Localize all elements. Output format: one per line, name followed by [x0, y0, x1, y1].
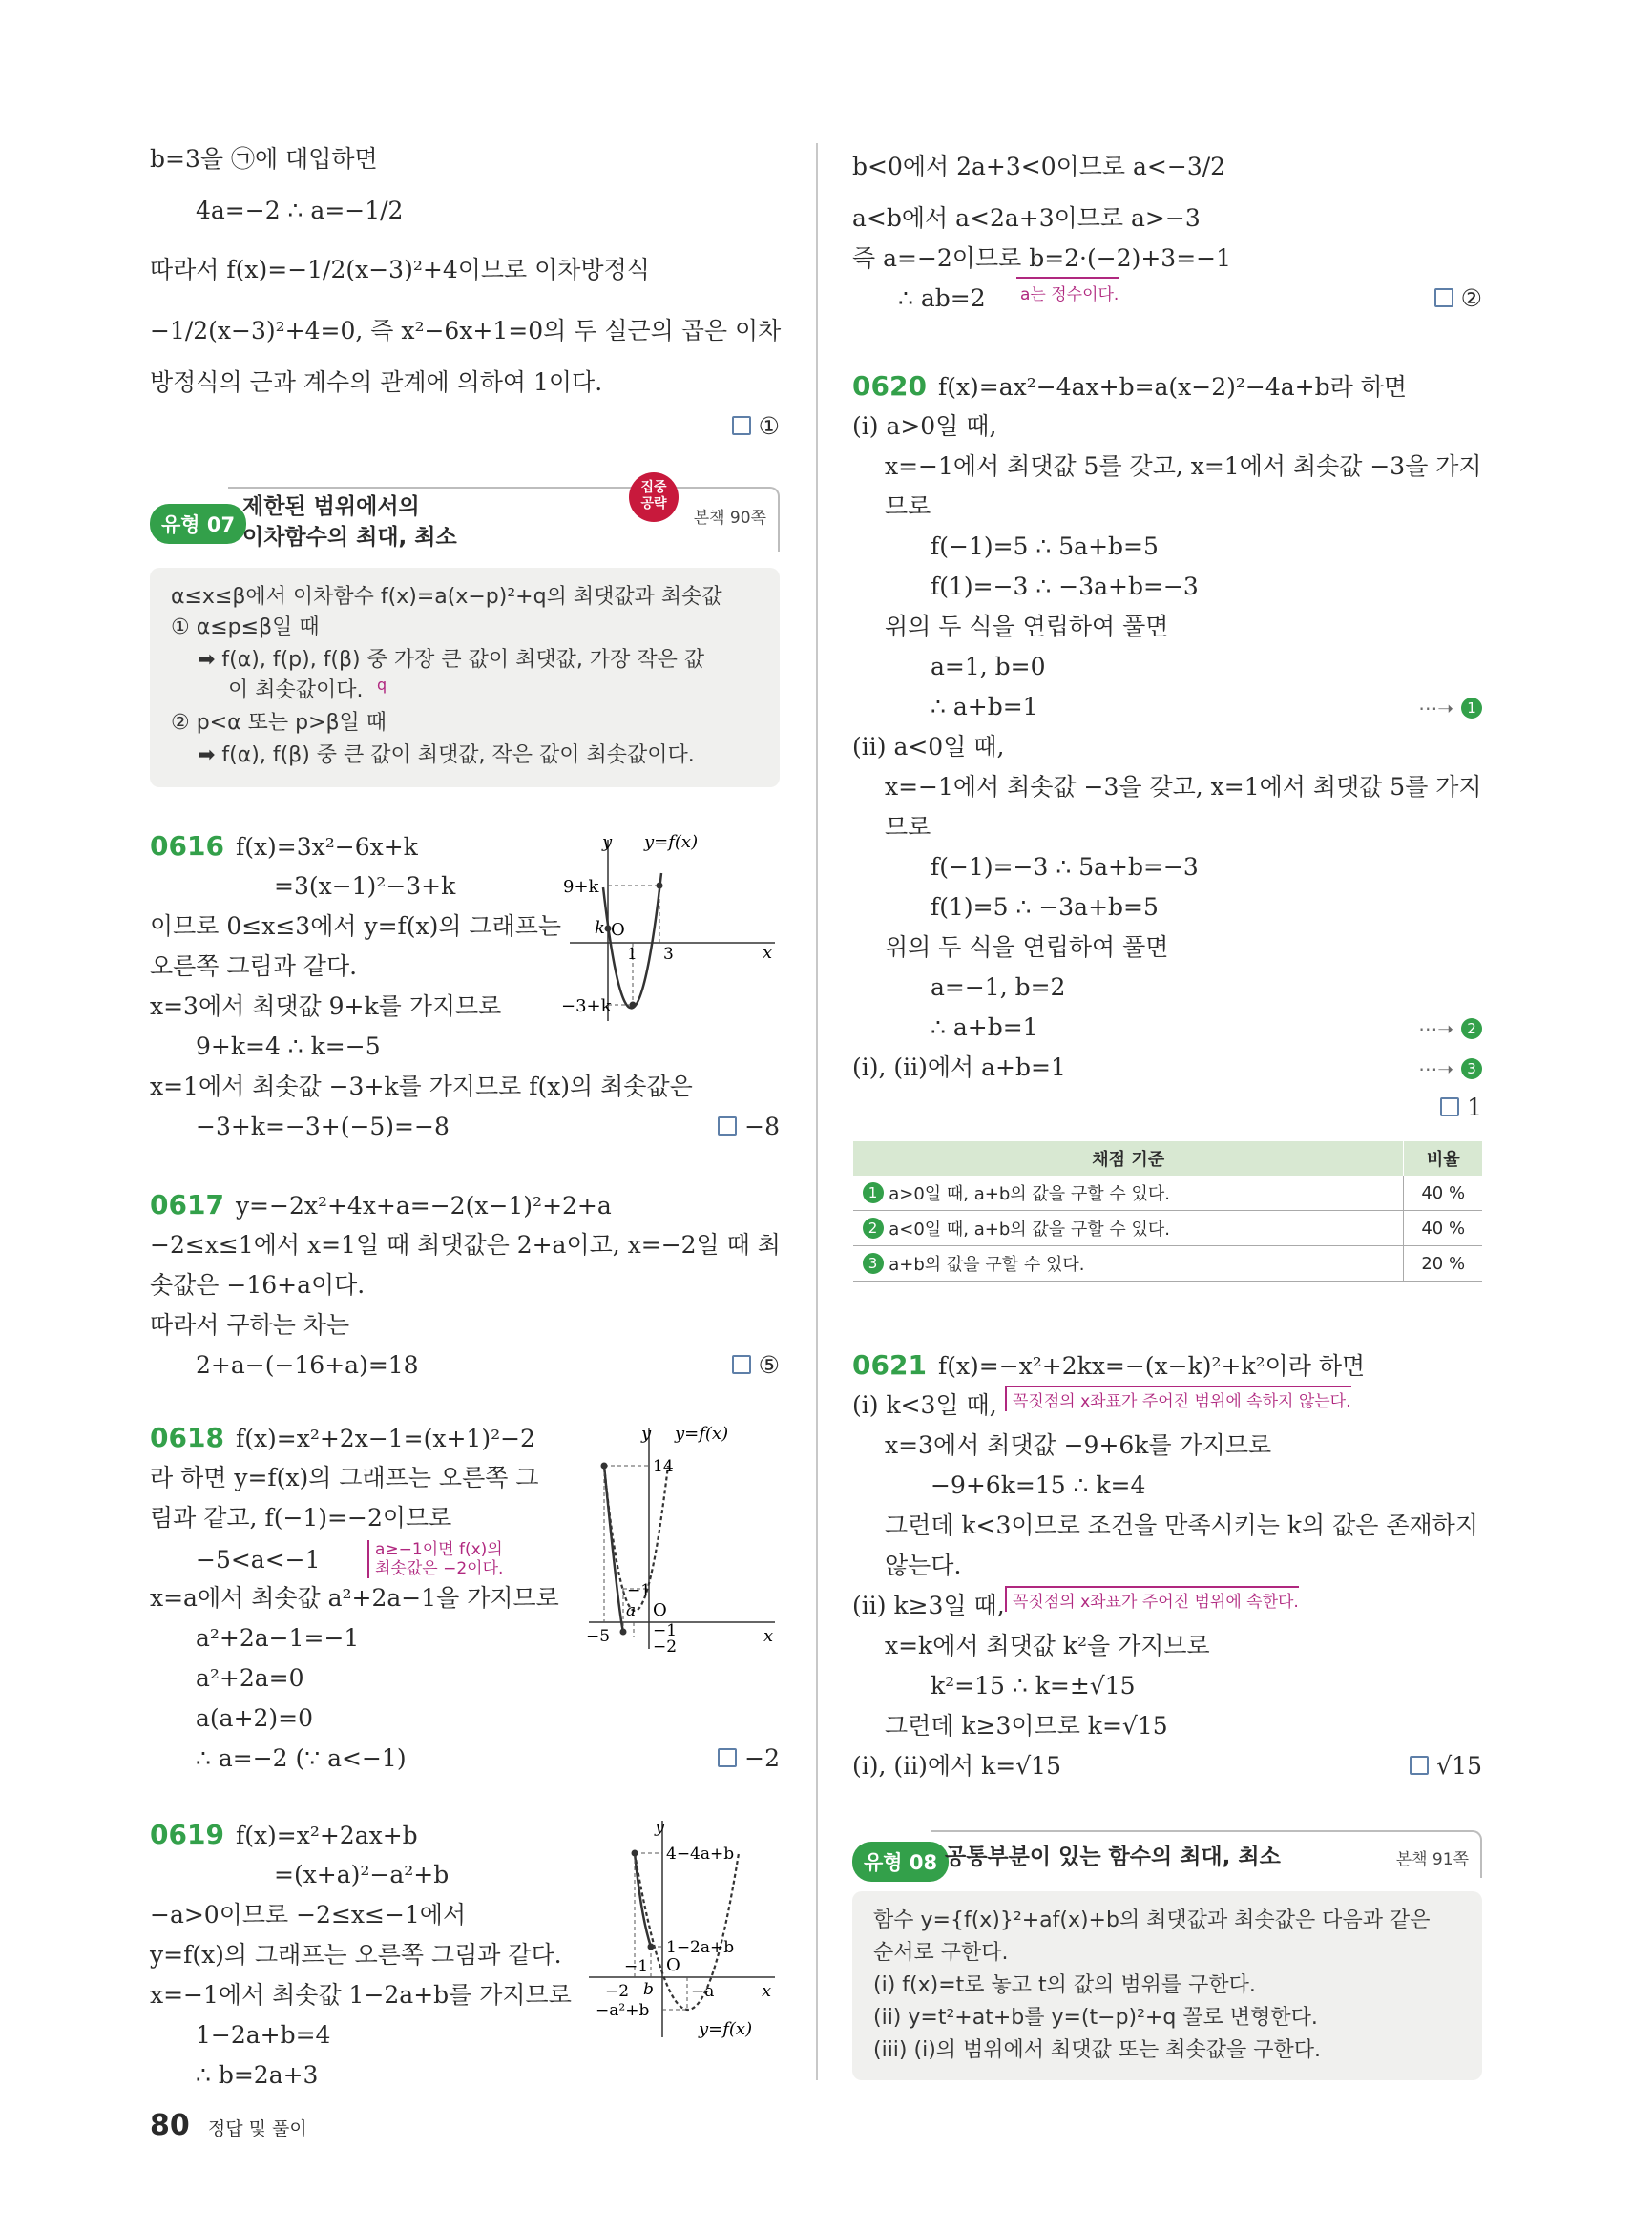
min-point: [648, 1944, 655, 1950]
value-label: 1−2a+b: [666, 1938, 735, 1957]
graph-0618: [584, 1420, 780, 1654]
text-line: f(1)=−3 ∴ −3a+b=−3: [931, 573, 1199, 600]
text-line: 므로: [885, 813, 931, 841]
text-line: a(a+2)=0: [196, 1704, 314, 1732]
text-line: ∴ a=−2 (∵ a<−1): [196, 1744, 407, 1772]
answer-mark: 1: [1440, 1094, 1482, 1121]
text-line: 위의 두 식을 연립하여 풀면: [885, 613, 1169, 640]
problem-0616: 0616 f(x)=3x²−6x+k: [150, 830, 418, 862]
type-badge: 유형 08: [852, 1842, 949, 1882]
answer-mark: −8: [718, 1113, 780, 1140]
value-label: b: [643, 1980, 654, 1999]
text-line: k²=15 ∴ k=±√15: [931, 1672, 1136, 1699]
x-label: x: [763, 943, 773, 963]
margin-note: a는 정수이다.: [1016, 277, 1119, 304]
answer-icon: [1410, 1756, 1429, 1775]
type08-header: [852, 1830, 1482, 1884]
page-footer: [150, 2109, 307, 2142]
column-divider: [816, 143, 818, 2080]
text-line: 즉 a=−2이므로 b=2·(−2)+3=−1: [852, 244, 1232, 272]
summary-line: ➡ f(α), f(β) 중 큰 값이 최댓값, 작은 값이 최솟값이다.: [198, 743, 695, 767]
max-label: 9+k: [563, 877, 599, 897]
text-line: x=a에서 최솟값 a²+2a−1을 가지므로: [150, 1584, 559, 1612]
text-line: x=k에서 최댓값 k²을 가지므로: [885, 1632, 1210, 1659]
text-line: 그런데 k≥3이므로 k=√15: [885, 1712, 1168, 1740]
type-badge: 유형 07: [150, 504, 246, 544]
step-mark: ⋯➝ 1: [1409, 693, 1482, 720]
summary-line: (i) f(x)=t로 놓고 t의 값의 범위를 구한다.: [873, 1973, 1256, 1997]
text-line: x=−1에서 최솟값 1−2a+b를 가지므로: [150, 1981, 572, 2009]
summary-line: ② p<α 또는 p>β일 때: [171, 711, 387, 735]
origin-label: O: [666, 1955, 680, 1975]
answer-icon: [718, 1116, 737, 1136]
value-label: 4−4a+b: [666, 1845, 735, 1864]
criteria-cell: 3 a+b의 값을 구할 수 있다.: [853, 1246, 1404, 1282]
text-line: (i), (ii)에서 k=√15: [852, 1752, 1061, 1780]
text-line: 이므로 0≤x≤3에서 y=f(x)의 그래프는: [150, 912, 562, 940]
summary-line: 순서로 구한다.: [873, 1941, 1009, 1965]
origin-label: O: [653, 1600, 667, 1620]
endpoint: [601, 1463, 608, 1470]
value-label: −a: [691, 1982, 715, 2001]
tick-label: 3: [663, 945, 674, 964]
text-line: 솟값은 −16+a이다.: [150, 1271, 366, 1299]
min-point: [630, 1002, 637, 1009]
value-label: −1: [653, 1621, 678, 1640]
answer-mark: ①: [732, 412, 780, 440]
margin-note: a≥−1이면 f(x)의 최솟값은 −2이다.: [367, 1540, 503, 1578]
value-label: 14: [653, 1457, 674, 1476]
text-line: −a>0이므로 −2≤x≤−1에서: [150, 1901, 467, 1929]
step-mark: ⋯➝ 3: [1409, 1053, 1482, 1081]
text-line: y=f(x)의 그래프는 오른쪽 그림과 같다.: [150, 1941, 562, 1969]
x-label: x: [763, 1626, 774, 1646]
answer-mark: −2: [718, 1744, 780, 1772]
text-line: a<b에서 a<2a+3이므로 a>−3: [852, 204, 1201, 232]
answer-icon: [1440, 1097, 1459, 1116]
table-row: [853, 1211, 1483, 1246]
text-line: ∴ a+b=1: [931, 1013, 1038, 1041]
problem-0617: 0617 y=−2x²+4x+a=−2(x−1)²+2+a: [150, 1189, 612, 1220]
answer-mark: ⑤: [732, 1351, 780, 1379]
text-line: −5<a<−1: [196, 1546, 321, 1574]
value-label: −a²+b: [596, 2001, 650, 2020]
answer-icon: [718, 1748, 737, 1767]
text-line: 위의 두 식을 연립하여 풀면: [885, 933, 1169, 961]
y-label: y: [602, 832, 613, 852]
value-label: −2: [605, 1982, 630, 2001]
text-line: ∴ b=2a+3: [196, 2061, 319, 2089]
text-line: a=1, b=0: [931, 653, 1046, 680]
footer-label: 정답 및 풀이: [207, 2118, 307, 2139]
margin-note: 꼭짓점의 x좌표가 주어진 범위에 속하지 않는다.: [1005, 1386, 1351, 1411]
text-line: −2≤x≤1에서 x=1일 때 최댓값은 2+a이고, x=−2일 때 최: [150, 1231, 781, 1259]
text-line: 오른쪽 그림과 같다.: [150, 952, 358, 980]
text-line: ∴ ab=2: [898, 284, 986, 312]
answer-mark: √15: [1410, 1752, 1482, 1780]
table-header: 비율: [1404, 1141, 1482, 1176]
y-label: y: [655, 1817, 665, 1837]
text-line: −3+k=−3+(−5)=−8: [196, 1113, 450, 1140]
text-line: 1−2a+b=4: [196, 2021, 331, 2049]
type07-header: [150, 480, 780, 557]
table-row: [853, 1176, 1483, 1211]
answer-icon: [732, 416, 751, 435]
text-line: (i), (ii)에서 a+b=1: [852, 1053, 1066, 1081]
summary-line: (iii) (i)의 범위에서 최댓값 또는 최솟값을 구한다.: [873, 2038, 1322, 2062]
text-line: 9+k=4 ∴ k=−5: [196, 1032, 381, 1060]
text-line: x=3에서 최댓값 9+k를 가지므로: [150, 992, 502, 1020]
summary-line: α≤x≤β에서 이차함수 f(x)=a(x−p)²+q의 최댓값과 최솟값: [171, 585, 722, 609]
text-line: x=−1에서 최댓값 5를 갖고, x=1에서 최솟값 −3을 가지: [885, 452, 1482, 480]
text-line: x=3에서 최댓값 −9+6k를 가지므로: [885, 1431, 1272, 1459]
f-label: y=f(x): [675, 1424, 729, 1444]
problem-0618: 0618 f(x)=x²+2x−1=(x+1)²−2: [150, 1422, 535, 1453]
textbook-ref: 본책 90쪽: [693, 509, 766, 528]
text-line: −1/2(x−3)²+4=0, 즉 x²−6x+1=0의 두 실근의 곱은 이차: [150, 317, 782, 344]
answer-icon: [732, 1355, 751, 1374]
type-title: 제한된 범위에서의 이차함수의 최대, 최소: [242, 494, 457, 550]
rate-cell: 40 %: [1404, 1176, 1482, 1211]
type07-summary: [150, 568, 780, 787]
parabola-solid: [604, 1466, 623, 1632]
scoring-table: [852, 1141, 1482, 1282]
summary-line: ① α≤p≤β일 때: [171, 615, 320, 639]
endpoint: [632, 1850, 638, 1857]
text-line: f(1)=5 ∴ −3a+b=5: [931, 893, 1159, 921]
text-line: =3(x−1)²−3+k: [274, 872, 456, 900]
text-line: (i) k<3일 때,: [852, 1391, 997, 1419]
summary-line: ➡ f(α), f(p), f(β) 중 가장 큰 값이 최댓값, 가장 작은 값: [198, 648, 705, 672]
type08-summary: [852, 1891, 1482, 2080]
f-label: y=f(x): [644, 832, 699, 852]
text-line: b<0에서 2a+3<0이므로 a<−3/2: [852, 153, 1226, 180]
problem-0619: 0619 f(x)=x²+2ax+b: [150, 1819, 418, 1850]
text-line: 므로: [885, 492, 931, 520]
value-label: −2: [653, 1637, 678, 1654]
text-line: (ii) k≥3일 때,: [852, 1592, 1005, 1619]
type-title: 공통부분이 있는 함수의 최대, 최소: [945, 1845, 1281, 1869]
text-line: x=−1에서 최솟값 −3을 갖고, x=1에서 최댓값 5를 가지: [885, 773, 1482, 801]
rate-cell: 40 %: [1404, 1211, 1482, 1246]
text-line: ∴ a+b=1: [931, 693, 1038, 720]
summary-note: q: [377, 676, 387, 694]
answer-mark: ②: [1434, 284, 1482, 312]
min-point: [620, 1629, 627, 1636]
text-line: (ii) a<0일 때,: [852, 733, 1005, 761]
text-line: a=−1, b=2: [931, 973, 1066, 1001]
text-line: b=3을 ㉠에 대입하면: [150, 145, 378, 173]
answer-icon: [1434, 288, 1453, 307]
summary-line: 이 최솟값이다.: [228, 678, 364, 702]
f-label: y=f(x): [699, 2019, 753, 2039]
graph-0619: [584, 1813, 780, 2042]
text-line: f(−1)=5 ∴ 5a+b=5: [931, 532, 1159, 560]
k-label: k: [595, 918, 605, 938]
margin-note: 꼭짓점의 x좌표가 주어진 범위에 속한다.: [1005, 1586, 1299, 1612]
textbook-ref: 본책 91쪽: [1395, 1850, 1469, 1869]
text-line: 따라서 f(x)=−1/2(x−3)²+4이므로 이차방정식: [150, 256, 650, 283]
max-point: [657, 883, 663, 889]
text-line: 방정식의 근과 계수의 관계에 의하여 1이다.: [150, 368, 603, 396]
step-mark: ⋯➝ 2: [1409, 1013, 1482, 1041]
x-label: x: [762, 1981, 772, 2001]
parabola-curve: [603, 873, 661, 1008]
value-label: a: [626, 1601, 637, 1620]
text-line: x=1에서 최솟값 −3+k를 가지므로 f(x)의 최솟값은: [150, 1073, 693, 1100]
criteria-cell: 1 a>0일 때, a+b의 값을 구할 수 있다.: [853, 1176, 1404, 1211]
origin-label: O: [611, 920, 625, 940]
graph-0616: [560, 830, 780, 1026]
text-line: f(−1)=−3 ∴ 5a+b=−3: [931, 853, 1199, 881]
value-label: −1: [627, 1581, 652, 1600]
table-header-row: [853, 1141, 1483, 1176]
tick-label: 1: [627, 945, 638, 964]
text-line: 림과 같고, f(−1)=−2이므로: [150, 1504, 452, 1532]
y-label: y: [641, 1424, 652, 1444]
value-label: −1: [624, 1957, 649, 1976]
summary-line: 함수 y={f(x)}²+af(x)+b의 최댓값과 최솟값은 다음과 같은: [873, 1908, 1431, 1932]
text-line: 않는다.: [885, 1552, 962, 1579]
problem-0621: 0621 f(x)=−x²+2kx=−(x−k)²+k²이라 하면: [852, 1349, 1366, 1381]
text-line: a²+2a−1=−1: [196, 1624, 360, 1652]
focus-badge: 집중 공략: [629, 472, 679, 522]
table-row: [853, 1246, 1483, 1282]
text-line: (i) a>0일 때,: [852, 412, 997, 440]
rate-cell: 20 %: [1404, 1246, 1482, 1282]
criteria-cell: 2 a<0일 때, a+b의 값을 구할 수 있다.: [853, 1211, 1404, 1246]
text-line: 그런데 k<3이므로 조건을 만족시키는 k의 값은 존재하지: [885, 1512, 1478, 1539]
page-number: 80: [150, 2109, 190, 2142]
text-line: a²+2a=0: [196, 1664, 304, 1692]
text-line: −9+6k=15 ∴ k=4: [931, 1471, 1146, 1499]
text-line: 4a=−2 ∴ a=−1/2: [196, 197, 404, 224]
min-label: −3+k: [561, 996, 612, 1016]
summary-line: (ii) y=t²+at+b를 y=(t−p)²+q 꼴로 변형한다.: [873, 2006, 1318, 2030]
text-line: 라 하면 y=f(x)의 그래프는 오른쪽 그: [150, 1464, 539, 1491]
text-line: 따라서 구하는 차는: [150, 1311, 350, 1339]
problem-0620: 0620 f(x)=ax²−4ax+b=a(x−2)²−4a+b라 하면: [852, 370, 1408, 402]
text-line: =(x+a)²−a²+b: [274, 1861, 450, 1888]
text-line: 2+a−(−16+a)=18: [196, 1351, 419, 1379]
value-label: −5: [586, 1627, 611, 1646]
table-header: 채점 기준: [853, 1141, 1404, 1176]
